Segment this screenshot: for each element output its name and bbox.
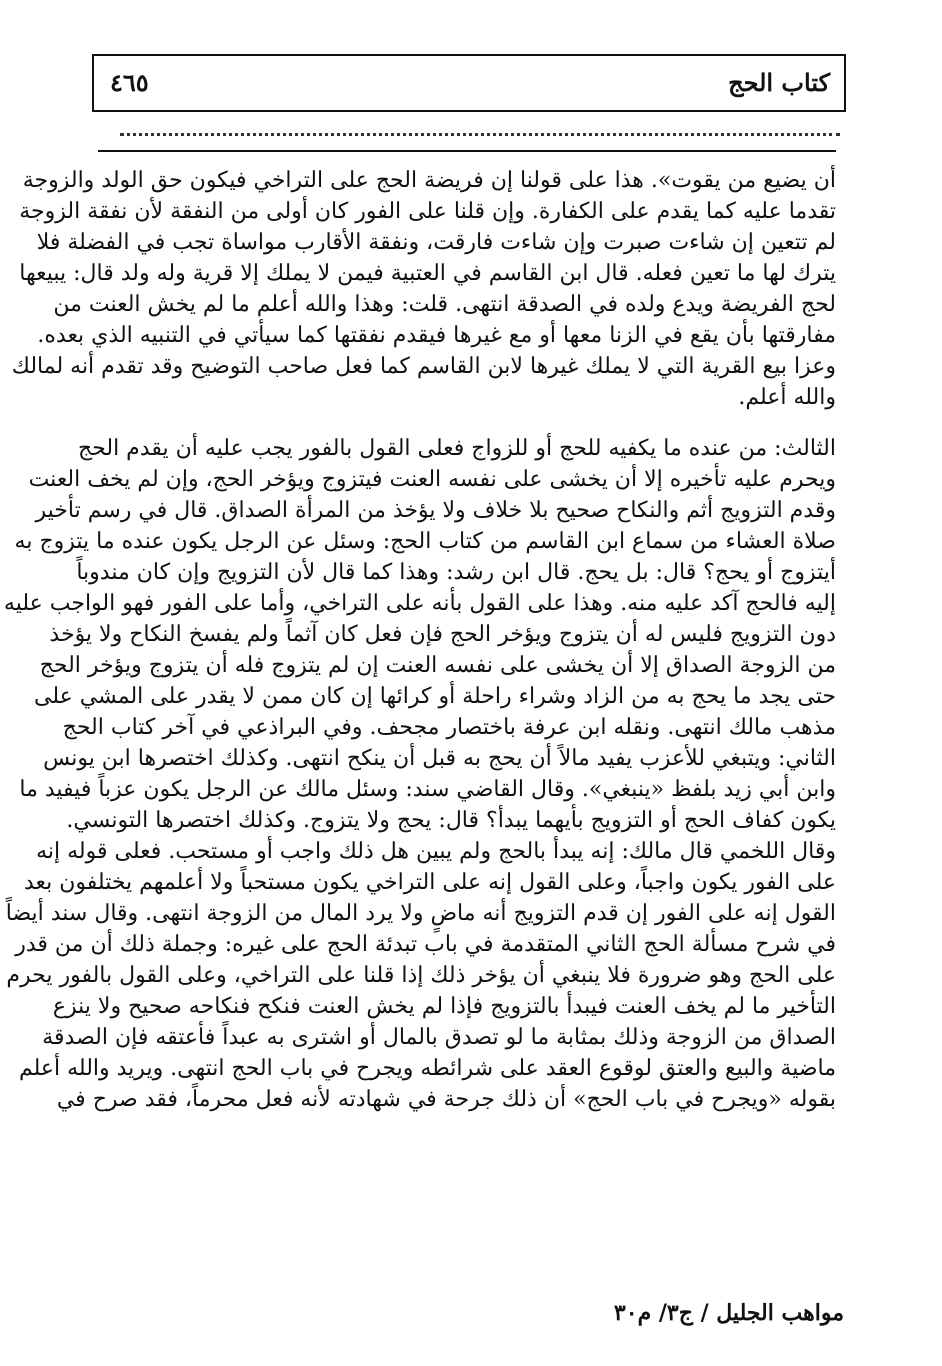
text-line: على الفور يكون واجباً، وعلى القول إنه على التراخي يكون مستحباً ولا أعلمهم يختلفون بعد [23, 870, 836, 895]
text-line: ويحرم عليه تأخيره إلا أن يخشى على نفسه العنت فيتزوج ويؤخر الحج، وإن لم يخف العنت [28, 467, 836, 492]
dotted-separator [120, 118, 840, 136]
text-line: يكون كفاف الحج أو التزويج بأيهما يبدأ؟ قال: يحج ولا يتزوج. وكذلك اختصرها التونسي. [66, 808, 836, 833]
text-line: ماضية والبيع والعتق لوقوع العقد على شرائطه ويجرح في باب الحج انتهى. ويريد والله أعلم [18, 1056, 836, 1081]
text-line: أن يضيع من يقوت». هذا على قولنا إن فريضة الحج على التراخي فيكون حق الولد والزوجة [22, 168, 836, 193]
text-line: مفارقتها بأن يقع في الزنا معها أو مع غيرها فيقدم نفقتها كما سيأتي في التنبيه الذي بعده. [37, 323, 836, 348]
text-line: وقدم التزويج أثم والنكاح صحيح بلا خلاف ولا يؤخذ من المرأة الصداق. قال في رسم تأخير [35, 498, 836, 523]
text-line: في شرح مسألة الحج الثاني المتقدمة في باب تبدئة الحج على غيره: وجملة ذلك أن من قدر [15, 932, 836, 957]
text-line: القول إنه على الفور إن قدم التزويج أنه ماضٍ ولا يرد المال من الزوجة انتهى. وقال سند أيضاً [5, 901, 836, 926]
footer-label: مواهب الجليل / ج٣/ م٣٠ [613, 1300, 844, 1326]
chapter-title: كتاب الحج [728, 68, 830, 97]
text-line: مذهب مالك انتهى. ونقله ابن عرفة باختصار مجحف. وفي البراذعي في آخر كتاب الحج [62, 715, 836, 740]
text-line: والله أعلم. [738, 385, 836, 410]
page-number: ٤٦٥ [110, 68, 149, 97]
text-line: أيتزوج أو يحج؟ قال: بل يحج. قال ابن رشد: وهذا كما قال لأن التزويج وإن كان مندوباً [76, 560, 836, 585]
text-line: التأخير ما لم يخف العنت فيبدأ بالتزويج فإذا لم يخش العنت فنكح فنكاحه صحيح ولا ينزع [52, 994, 836, 1019]
text-line: إليه فالحج آكد عليه منه. وهذا على القول بأنه على التراخي، وأما على الفور فهو الواجب عليه [3, 591, 836, 616]
text-line: وابن أبي زيد بلفظ «ينبغي». وقال القاضي سند: وسئل مالك عن الرجل يكون عزباً فيفيد ما [19, 777, 836, 802]
text-line: بقوله «ويجرح في باب الحج» أن ذلك جرحة في شهادته لأنه فعل محرماً، فقد صرح في [56, 1087, 836, 1112]
page-header [92, 54, 846, 112]
text-line: على الحج وهو ضرورة فلا ينبغي أن يؤخر ذلك إذا قلنا على التراخي، وعلى القول بالفور يحرم [6, 963, 836, 988]
text-line: وقال اللخمي قال مالك: إنه يبدأ بالحج ولم يبين هل ذلك واجب أو مستحب. فعلى قوله إنه [36, 839, 836, 864]
text-line: لحج الفريضة ويدع ولده في الصدقة انتهى. قلت: وهذا والله أعلم ما لم يخش العنت من [53, 292, 836, 317]
text-line: الثاني: ويتبغي للأعزب يفيد مالاً أن يحج به قبل أن ينكح انتهى. وكذلك اختصرها ابن يونس [43, 746, 836, 771]
text-line: من الزوجة الصداق إلا أن يخشى على نفسه العنت إن لم يتزوج فله أن يتزوج ويؤخر الحج [39, 653, 836, 678]
text-line: لم تتعين إن شاءت صبرت وإن شاءت فارقت، ونفقة الأقارب مواساة تجب في الفضلة فلا [36, 230, 836, 255]
text-line: الثالث: من عنده ما يكفيه للحج أو للزواج فعلى القول بالفور يجب عليه أن يقدم الحج [77, 436, 836, 461]
text-line: وعزا بيع القرية التي لا يملك غيرها لابن القاسم كما فعل صاحب التوضيح وقد تقدم أنه لمالك [11, 354, 836, 379]
text-line: حتى يجد ما يحج به من الزاد وشراء راحلة أو كرائها إن كان ممن لا يقدر على المشي على [34, 684, 836, 709]
text-line: تقدما عليه كما يقدم على الكفارة. وإن قلنا على الفور كان أولى من النفقة لأن نفقة الزوجة [19, 199, 836, 224]
text-line: دون التزويج فليس له أن يتزوج ويؤخر الحج فإن فعل كان آثماً ولم يفسخ النكاح ولا يؤخذ [49, 622, 836, 647]
text-line: يترك لها ما تعين فعله. قال ابن القاسم في العتبية فيمن لا يملك إلا قرية وله ولد قال: يبيعها [19, 261, 836, 286]
text-line: صلاة العشاء من سماع ابن القاسم من كتاب الحج: وسئل عن الرجل يكون عنده ما يتزوج به [14, 529, 836, 554]
body-text [3, 165, 836, 1115]
horizontal-rule [98, 150, 836, 152]
paragraph-1 [11, 165, 836, 413]
paragraph-2 [3, 433, 836, 1115]
text-line: الصداق من الزوجة وذلك بمثابة ما لو تصدق بالمال أو اشترى به عبداً فأعتقه فإن الصدقة [42, 1025, 836, 1050]
